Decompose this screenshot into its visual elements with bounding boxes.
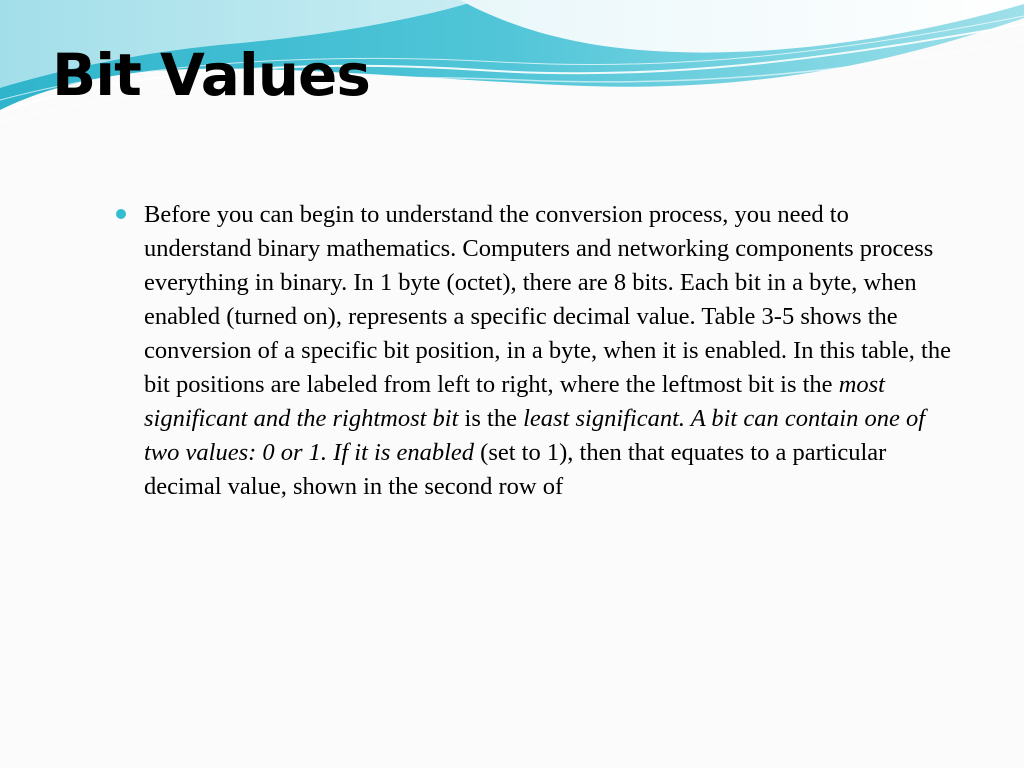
bullet-text-segment: Before you can begin to understand the conversion process, you need to understand binary mathematics. Computers and networking components process everything in binary. In 1 byte (octet), there are 8 bits. Each bit in a byte, when enabled (turned on), represents a specific decimal value. Table 3-5 shows the conversion of a specific bit position, in a byte, when it is enabled. In this table, the bit positions are labeled from left to right, where the leftmost bit is the [144, 201, 951, 398]
bullet-text-segment: is the [458, 405, 524, 432]
content-area [112, 198, 952, 504]
bullet-dot-icon [116, 209, 126, 219]
bullet-text-segment: (set to 1), then that equates to a particular decimal value, shown in the second row of [144, 439, 887, 500]
bullet-item [112, 198, 952, 504]
slide-title: Bit Values [52, 41, 370, 109]
bullet-text-italic-segment: least significant. A bit can contain one of two values: 0 or 1. If it is enabled [144, 405, 926, 466]
bullet-text-italic-segment: most significant and the rightmost bit [144, 371, 885, 432]
bullet-text [144, 198, 952, 504]
